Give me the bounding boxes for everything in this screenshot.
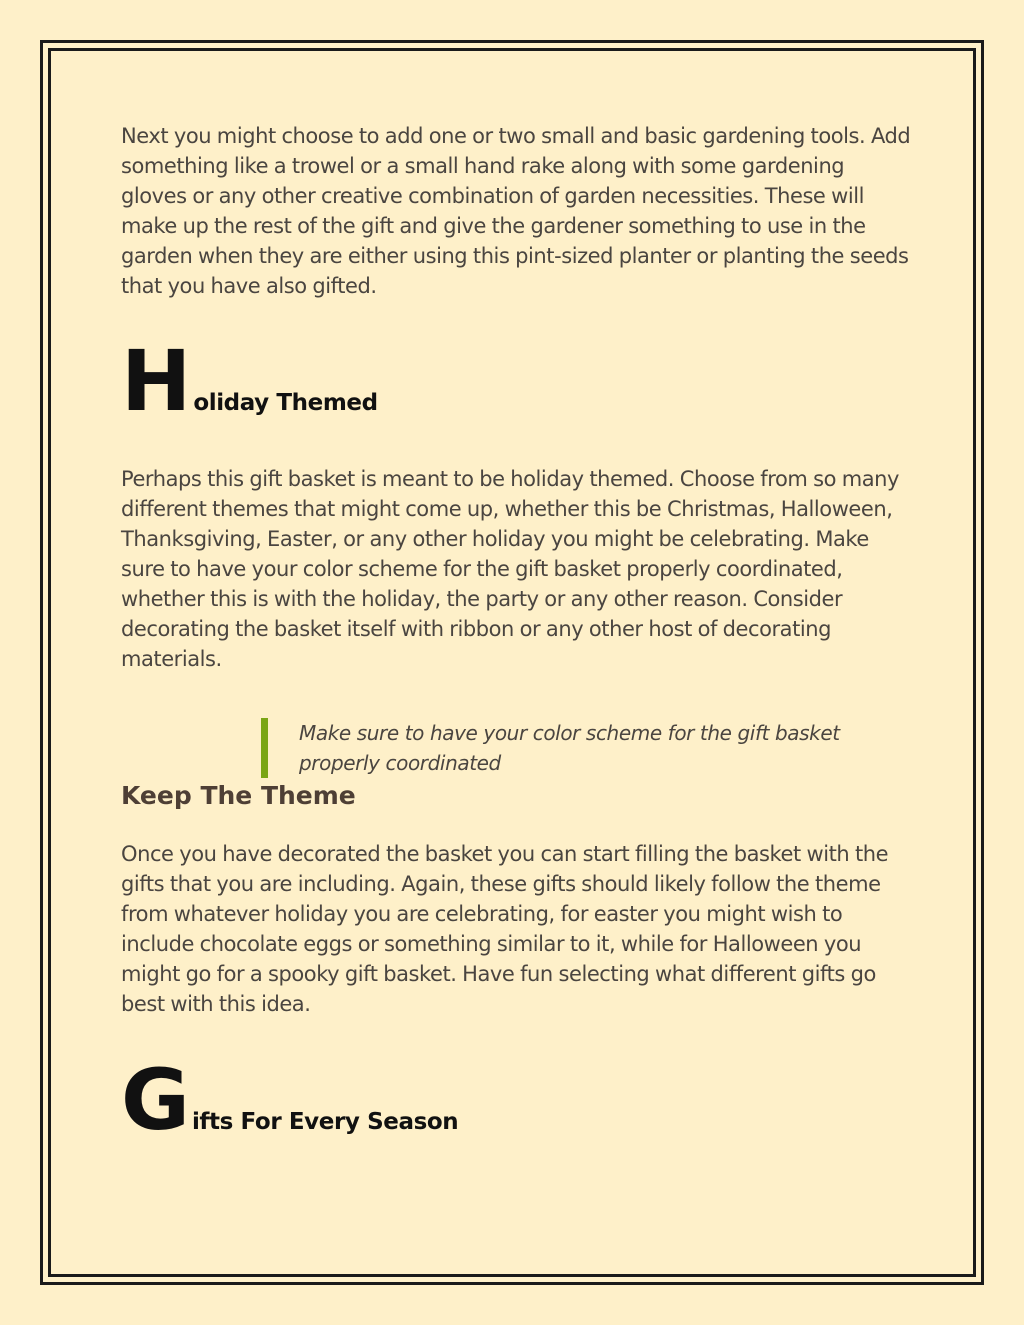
holiday-themed-heading [121, 332, 378, 430]
holiday-heading-text: oliday Themed [193, 390, 378, 416]
holiday-paragraph: Perhaps this gift basket is meant to be holiday themed. Choose from so many different themes that might come up, whether this be Christmas, Halloween, Thanksgiving, Easter, or any other holiday you might be celebrating. Make sure to have your color scheme for the gift basket properly coordinated, whether this is with the holiday, the party or any other reason. Consider decorating the basket itself with ribbon or any other host of decorating materials. [121, 467, 899, 671]
pull-quote: Make sure to have your color scheme for the gift basket properly coordinated [261, 718, 859, 778]
gifts-for-every-season-heading [121, 1051, 459, 1149]
keep-the-theme-heading: Keep The Theme [121, 781, 356, 810]
intro-paragraph: Next you might choose to add one or two small and basic gardening tools. Add something like a trowel or a small hand rake along with some gardening gloves or any other creative combination of garden necessities. These will make up the rest of the gift and give the gardener something to use in the garden when they are either using this pint-sized planter or planting the seeds that you have also gifted. [121, 124, 911, 298]
gifts-heading-dropcap: G [121, 1051, 190, 1149]
keep-theme-paragraph: Once you have decorated the basket you can start filling the basket with the gifts that you are including. Again, these gifts should likely follow the theme from whatever holiday you are celebrating, for easter you might wish to include chocolate eggs or something similar to it, while for Halloween you might go for a spooky gift basket. Have fun selecting what different gifts go best with this idea. [121, 842, 889, 1016]
gifts-heading-text: ifts For Every Season [191, 1109, 459, 1135]
holiday-heading-dropcap: H [121, 332, 192, 430]
